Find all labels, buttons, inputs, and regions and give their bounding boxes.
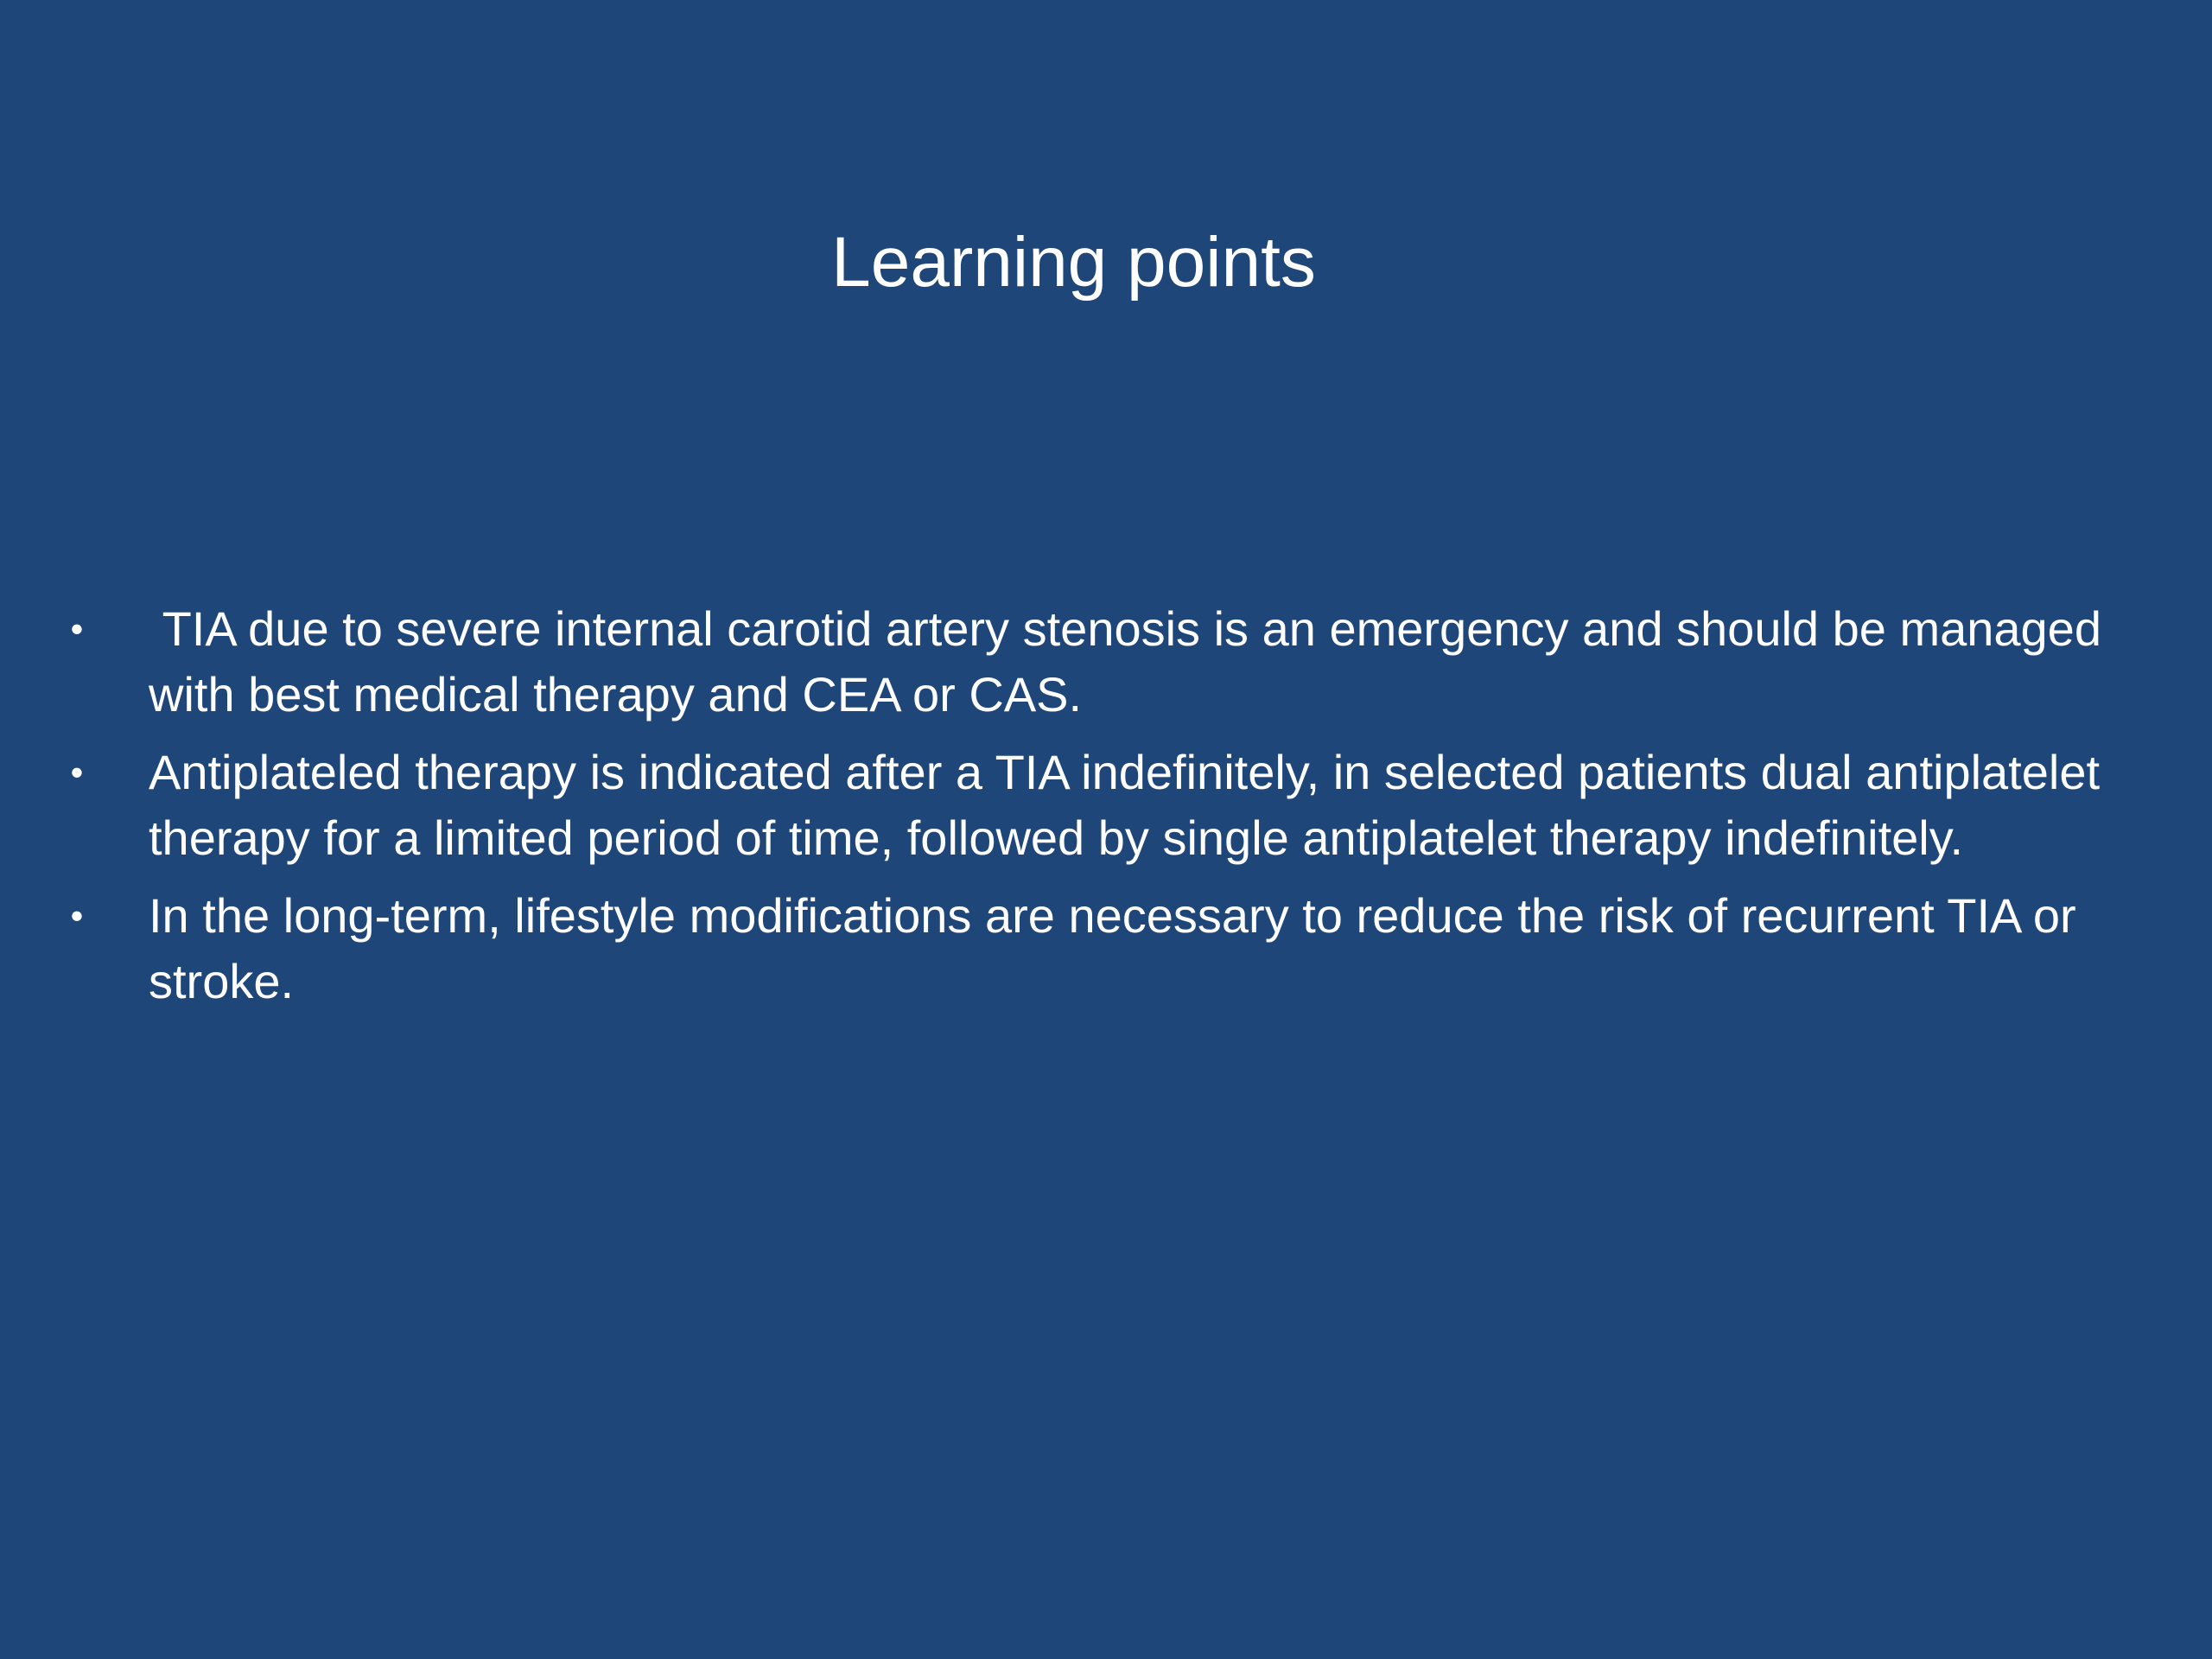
bullet-text: In the long-term, lifestyle modifications are necessary to reduce the risk of recurrent TIA or stroke. bbox=[149, 888, 2090, 1008]
bullet-icon: • bbox=[70, 752, 84, 792]
slide-title: Learning points bbox=[831, 223, 1316, 302]
bullet-item bbox=[0, 883, 2212, 1014]
bullet-text: Antiplateled therapy is indicated after a TIA indefinitely, in selected patients dual antiplatelet therapy for a limited period of time, followed by single antiplatelet therapy indefinitely. bbox=[149, 745, 2113, 865]
bullet-item bbox=[0, 740, 2212, 871]
bullet-icon: • bbox=[70, 608, 84, 649]
bullet-text: TIA due to severe internal carotid artery stenosis is an emergency and should be managed with best medical therapy and CEA or CAS. bbox=[149, 601, 2115, 721]
bullet-list bbox=[0, 596, 2212, 1027]
bullet-icon: • bbox=[70, 895, 84, 936]
bullet-item bbox=[0, 596, 2212, 728]
